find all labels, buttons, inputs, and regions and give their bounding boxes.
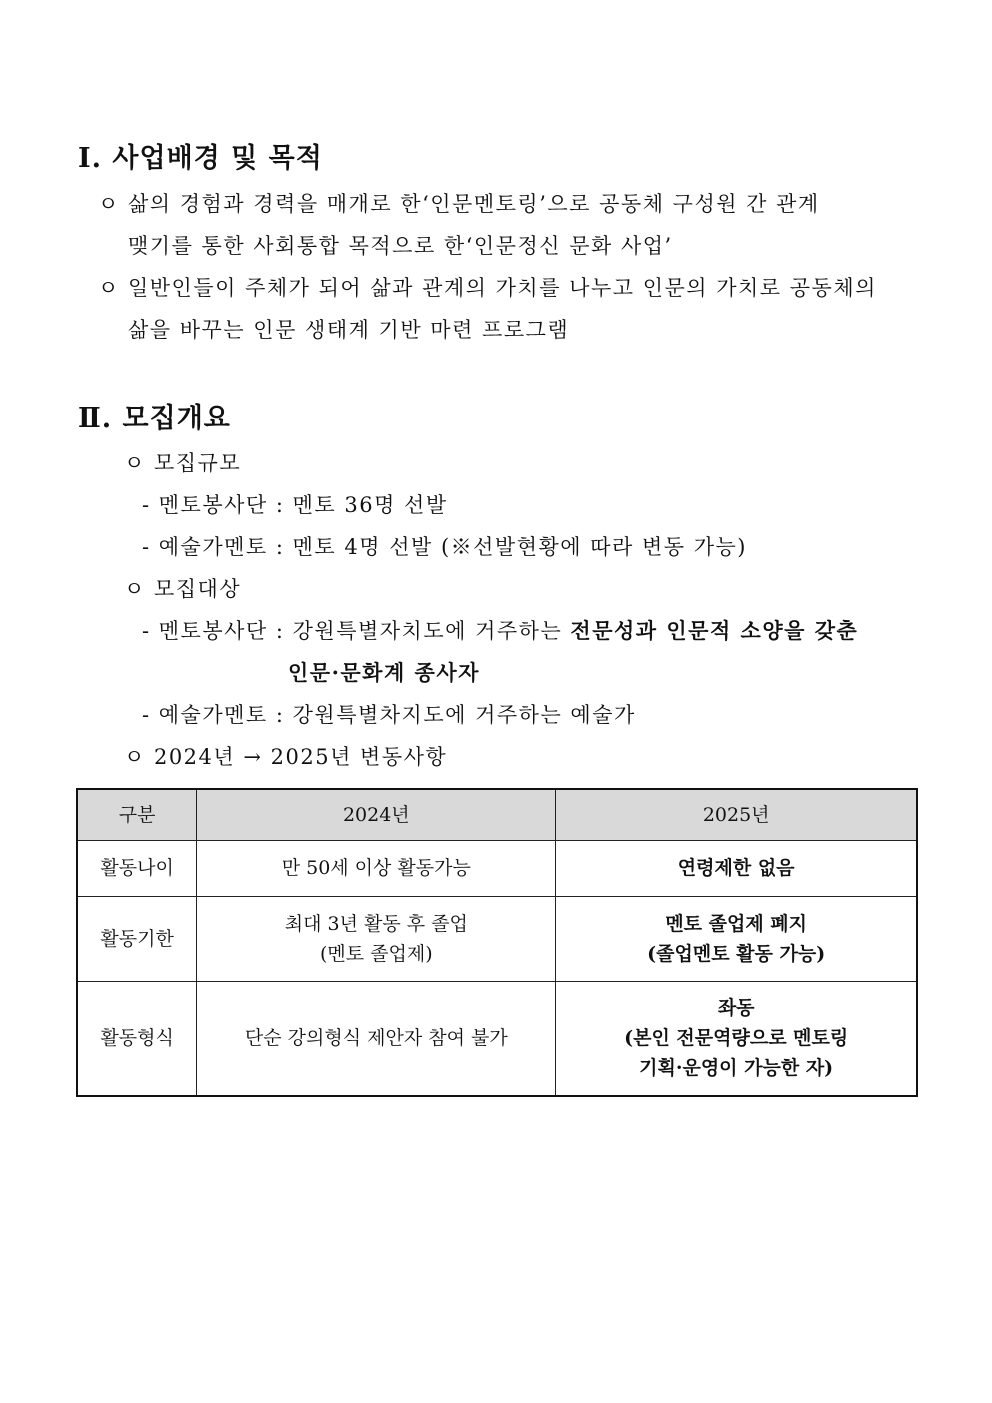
section-1-bullet-2-line-2: 삶을 바꾸는 인문 생태계 기반 마련 프로그램 xyxy=(128,318,570,342)
cell-2025-line: 기획·운영이 가능한 자) xyxy=(639,1057,834,1080)
recruit-target-item-1 xyxy=(142,615,858,645)
cell-2024 xyxy=(197,897,556,982)
cell-2024 xyxy=(197,982,556,1096)
change-table xyxy=(76,788,918,1097)
cell-2024 xyxy=(197,841,556,897)
cell-2025 xyxy=(556,841,917,897)
section-2-title: Ⅱ. 모집개요 xyxy=(78,403,231,434)
cell-2025 xyxy=(556,897,917,982)
row-label: 활동형식 xyxy=(77,982,197,1096)
cell-2025-line: 연령제한 없음 xyxy=(677,857,795,880)
recruit-scale-item-2: - 예술가멘토 : 멘토 4명 선발 (※선발현황에 따라 변동 가능) xyxy=(142,535,747,559)
cell-2024-line: (멘토 졸업제) xyxy=(319,943,433,965)
recruit-target-item-1-emphasis: 전문성과 인문적 소양을 갖춘 xyxy=(570,618,859,643)
cell-2024-line: 최대 3년 활동 후 졸업 xyxy=(284,912,468,935)
table-row xyxy=(77,982,917,1096)
cell-2025 xyxy=(556,982,917,1096)
recruit-scale-item-1: - 멘토봉사단 : 멘토 36명 선발 xyxy=(142,493,448,517)
header-2024: 2024년 xyxy=(197,789,556,841)
row-label: 활동나이 xyxy=(77,841,197,897)
recruit-target-item-1-text: - 멘토봉사단 : 강원특별자치도에 거주하는 xyxy=(142,619,571,643)
cell-2025-line: (본인 전문역량으로 멘토링 xyxy=(624,1027,849,1050)
cell-2025-line: 멘토 졸업제 폐지 xyxy=(665,912,808,935)
section-1-bullet-1-line-2: 맺기를 통한 사회통합 목적으로 한‘인문정신 문화 사업’ xyxy=(128,234,673,258)
recruit-scale-heading: ㅇ 모집규모 xyxy=(124,451,242,475)
recruit-target-heading: ㅇ 모집대상 xyxy=(124,577,242,601)
table-header-row xyxy=(77,789,917,841)
cell-2024-line: 만 50세 이상 활동가능 xyxy=(281,857,471,880)
recruit-target-item-2: - 예술가멘토 : 강원특별차지도에 거주하는 예술가 xyxy=(142,703,636,727)
section-1-bullet-1-line-1: ㅇ 삶의 경험과 경력을 매개로 한‘인문멘토링’으로 공동체 구성원 간 관계 xyxy=(98,192,820,216)
cell-2024-line: 단순 강의형식 제안자 참여 불가 xyxy=(244,1027,508,1050)
table-row xyxy=(77,841,917,897)
header-2025: 2025년 xyxy=(556,789,917,841)
header-category: 구분 xyxy=(77,789,197,841)
row-label: 활동기한 xyxy=(77,897,197,982)
section-1-bullet-2-line-1: ㅇ 일반인들이 주체가 되어 삶과 관계의 가치를 나누고 인문의 가치로 공동체의 xyxy=(98,276,877,300)
cell-2025-line: (졸업멘토 활동 가능) xyxy=(647,943,826,965)
section-1-title: Ⅰ. 사업배경 및 목적 xyxy=(78,143,323,174)
recruit-target-item-1-continuation: 인문·문화계 종사자 xyxy=(288,660,480,685)
change-heading: ㅇ 2024년 → 2025년 변동사항 xyxy=(124,745,448,769)
table-row xyxy=(77,897,917,982)
cell-2025-line: 좌동 xyxy=(717,996,755,1019)
